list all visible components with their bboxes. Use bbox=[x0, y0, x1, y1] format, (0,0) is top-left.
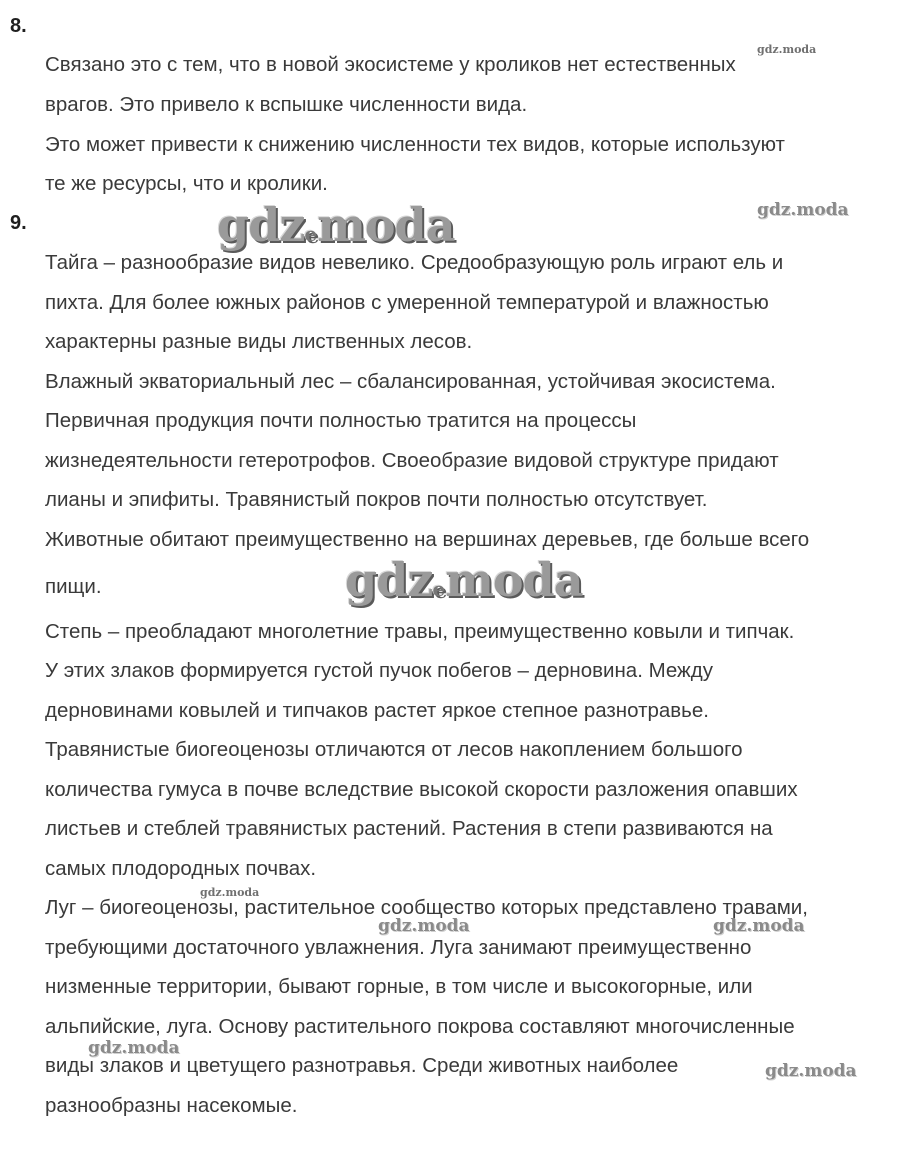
task-8-line-2: врагов. Это привело к вспышке численности вида. bbox=[45, 93, 528, 116]
task-9-line-9: пищи. bbox=[45, 575, 102, 598]
watermark-small-3: gdz.moda bbox=[713, 916, 805, 936]
task-9-line-12: дерновинами ковылей и типчаков растет яркое степное разнотравье. bbox=[45, 699, 709, 722]
task-9-line-10: Степь – преобладают многолетние травы, преимущественно ковыли и типчак. bbox=[45, 620, 795, 643]
task-number-9: 9. bbox=[10, 212, 27, 234]
watermark-small-1: gdz.moda bbox=[757, 200, 849, 220]
task-9-line-13: Травянистые биогеоценозы отличаются от лесов накоплением большого bbox=[45, 738, 743, 761]
watermark-small-2: gdz.moda bbox=[378, 916, 470, 936]
task-9-line-7: лианы и эпифиты. Травянистый покров почти полностью отсутствует. bbox=[45, 488, 708, 511]
task-9-line-14: количества гумуса в почве вследствие высокой скорости разложения опавших bbox=[45, 778, 798, 801]
task-9-line-1: Тайга – разнообразие видов невелико. Средообразующую роль играют ель и bbox=[45, 251, 784, 274]
task-9-line-4: Влажный экваториальный лес – сбалансированная, устойчивая экосистема. bbox=[45, 370, 776, 393]
watermark-tiny-1: gdz.moda bbox=[757, 43, 817, 56]
task-9-line-17: Луг – биогеоценозы, растительное сообщество которых представлено травами, bbox=[45, 896, 808, 919]
watermark-tiny-2: gdz.moda bbox=[200, 886, 260, 899]
task-9-line-22: разнообразны насекомые. bbox=[45, 1094, 298, 1117]
task-9-line-11: У этих злаков формируется густой пучок побегов – дерновина. Между bbox=[45, 659, 713, 682]
watermark-small-5: gdz.moda bbox=[765, 1061, 857, 1081]
task-number-8: 8. bbox=[10, 15, 27, 37]
task-9-line-16: самых плодородных почвах. bbox=[45, 857, 317, 880]
task-9-line-6: жизнедеятельности гетеротрофов. Своеобразие видовой структуре придают bbox=[45, 449, 779, 472]
watermark-large-1: gdzemoda bbox=[217, 198, 455, 252]
watermark-small-4: gdz.moda bbox=[88, 1038, 180, 1058]
task-9-line-20: альпийские, луга. Основу растительного покрова составляют многочисленные bbox=[45, 1015, 795, 1038]
task-9-line-18: требующими достаточного увлажнения. Луга занимают преимущественно bbox=[45, 936, 752, 959]
task-8-line-3: Это может привести к снижению численности тех видов, которые используют bbox=[45, 133, 785, 156]
task-9-line-8: Животные обитают преимущественно на вершинах деревьев, где больше всего bbox=[45, 528, 810, 551]
watermark-large-2: gdzemoda bbox=[345, 553, 583, 607]
task-9-line-3: характерны разные виды лиственных лесов. bbox=[45, 330, 473, 353]
task-9-line-2: пихта. Для более южных районов с умеренной температурой и влажностью bbox=[45, 291, 769, 314]
task-9-line-21: виды злаков и цветущего разнотравья. Среди животных наиболее bbox=[45, 1054, 679, 1077]
task-9-line-15: листьев и стеблей травянистых растений. Растения в степи развиваются на bbox=[45, 817, 773, 840]
task-8-line-4: те же ресурсы, что и кролики. bbox=[45, 172, 328, 195]
task-9-line-19: низменные территории, бывают горные, в том числе и высокогорные, или bbox=[45, 975, 753, 998]
task-8-line-1: Связано это с тем, что в новой экосистеме у кроликов нет естественных bbox=[45, 53, 736, 76]
task-9-line-5: Первичная продукция почти полностью тратится на процессы bbox=[45, 409, 637, 432]
